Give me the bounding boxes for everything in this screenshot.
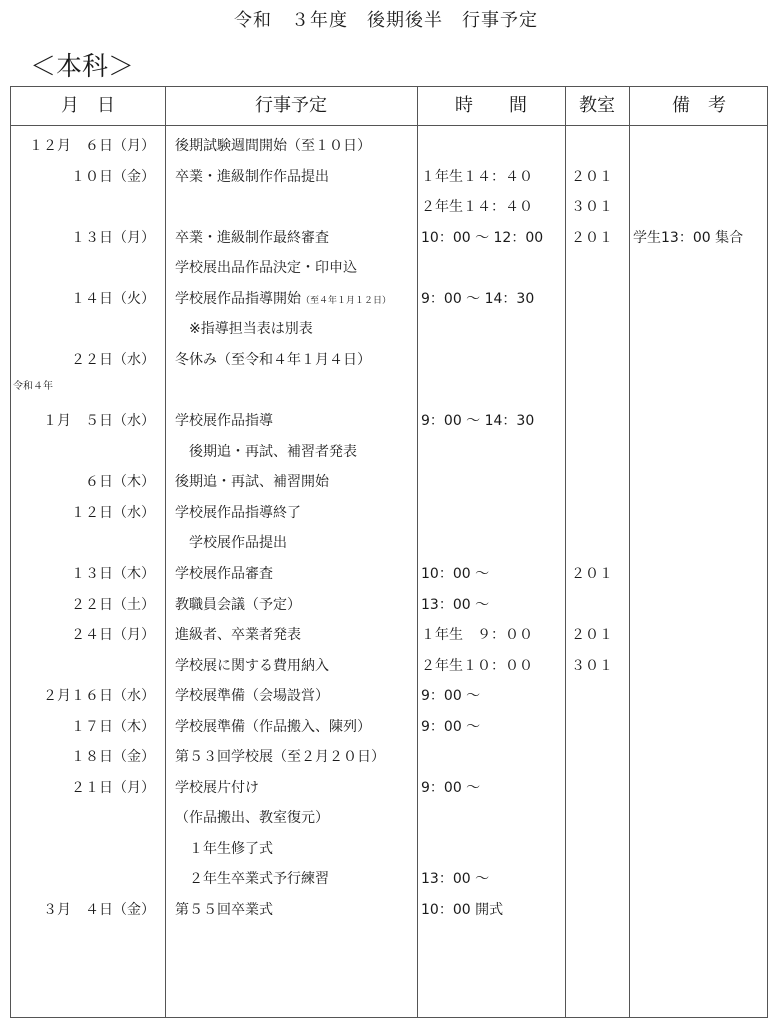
time-cell: 9：00 〜 14：30	[421, 291, 535, 307]
event-cell: 学校展作品指導開始（至４年１月１２日）	[175, 291, 392, 307]
table-row	[11, 742, 767, 772]
date-cell: ２月１６日（水）	[43, 688, 155, 704]
header-room: 教室	[579, 95, 615, 116]
table-row	[11, 590, 767, 620]
date-cell: ２２日（土）	[71, 597, 155, 613]
table-row	[11, 773, 767, 803]
table-row	[11, 467, 767, 497]
event-cell: 学校展片付け	[175, 780, 259, 796]
time-cell: 10：00 開式	[421, 902, 504, 918]
event-cell: 冬休み（至令和４年１月４日）	[175, 352, 371, 368]
event-cell: ※指導担当表は別表	[175, 321, 313, 337]
time-cell: 13：00 〜	[421, 597, 490, 613]
table-row	[11, 559, 767, 589]
header-event: 行事予定	[255, 95, 327, 116]
table-row	[11, 192, 767, 222]
event-cell: 後期追・再試、補習者発表	[175, 444, 357, 460]
event-cell: 学校展作品指導終了	[175, 505, 301, 521]
date-cell: １３日（木）	[71, 566, 155, 582]
section-heading: ＜本科＞	[30, 52, 135, 82]
table-row	[11, 528, 767, 558]
event-cell: 学校展準備（会場設営）	[175, 688, 329, 704]
room-cell: ３０１	[571, 658, 613, 674]
table-row	[11, 712, 767, 742]
header-note: 備 考	[672, 95, 726, 116]
time-cell: 9：00 〜	[421, 688, 481, 704]
table-row	[11, 314, 767, 344]
event-cell: 学校展出品作品決定・印申込	[175, 260, 357, 276]
time-cell: １年生１４：４０	[421, 169, 533, 185]
room-cell: ２０１	[571, 169, 613, 185]
time-cell: ２年生１０：００	[421, 658, 533, 674]
event-cell: １年生修了式	[175, 841, 273, 857]
table-row	[11, 284, 767, 314]
event-cell: 学校展作品審査	[175, 566, 273, 582]
event-cell: 学校展作品指導	[175, 413, 273, 429]
date-cell: １３日（月）	[71, 230, 155, 246]
table-row	[11, 498, 767, 528]
date-cell: ２１日（月）	[71, 780, 155, 796]
table-row	[11, 681, 767, 711]
time-cell: 10：00 〜	[421, 566, 490, 582]
table-row	[11, 895, 767, 925]
header-date: 月 日	[61, 95, 115, 116]
room-cell: ２０１	[571, 566, 613, 582]
event-cell: 学校展に関する費用納入	[175, 658, 329, 674]
time-cell: 9：00 〜 14：30	[421, 413, 535, 429]
table-row	[11, 803, 767, 833]
page-title: 令和 ３年度 後期後半 行事予定	[234, 10, 538, 31]
room-cell: ３０１	[571, 199, 613, 215]
note-cell: 学生13：00 集合	[633, 230, 744, 246]
schedule-table	[10, 86, 768, 1018]
date-cell: １７日（木）	[71, 719, 155, 735]
table-row	[11, 864, 767, 894]
table-row	[11, 253, 767, 283]
table-row	[11, 162, 767, 192]
time-cell: 10：00 〜 12：00	[421, 230, 544, 246]
time-cell: 9：00 〜	[421, 780, 481, 796]
date-cell: １８日（金）	[71, 749, 155, 765]
event-cell: 後期試験週間開始（至１０日）	[175, 138, 371, 154]
event-cell: ２年生卒業式予行練習	[175, 871, 329, 887]
event-cell: （作品搬出、教室復元）	[175, 810, 329, 826]
time-cell: 13：00 〜	[421, 871, 490, 887]
date-cell: ３月 ４日（金）	[43, 902, 155, 918]
event-cell: 進級者、卒業者発表	[175, 627, 301, 643]
table-row	[11, 834, 767, 864]
event-cell: 後期追・再試、補習開始	[175, 474, 329, 490]
time-cell: ２年生１４：４０	[421, 199, 533, 215]
event-cell: 学校展準備（作品搬入、陳列）	[175, 719, 371, 735]
event-cell: 教職員会議（予定）	[175, 597, 301, 613]
date-cell: １０日（金）	[71, 169, 155, 185]
table-row	[11, 223, 767, 253]
date-cell: １２月 ６日（月）	[29, 138, 155, 154]
event-cell: 第５３回学校展（至２月２０日）	[175, 749, 385, 765]
date-cell: ６日（木）	[85, 474, 155, 490]
date-cell: ２４日（月）	[71, 627, 155, 643]
table-row	[11, 345, 767, 375]
table-row	[11, 131, 767, 161]
table-header	[11, 87, 767, 126]
date-cell: １２日（水）	[71, 505, 155, 521]
room-cell: ２０１	[571, 230, 613, 246]
table-row	[11, 651, 767, 681]
header-time: 時 間	[455, 95, 527, 116]
event-cell: 学校展作品提出	[175, 535, 287, 551]
date-cell: １月 ５日（水）	[43, 413, 155, 429]
table-row	[11, 620, 767, 650]
era-label: 令和４年	[13, 381, 53, 392]
room-cell: ２０１	[571, 627, 613, 643]
event-cell: 第５５回卒業式	[175, 902, 273, 918]
event-cell: 卒業・進級制作作品提出	[175, 169, 329, 185]
table-row	[11, 406, 767, 436]
date-cell: １４日（火）	[71, 291, 155, 307]
table-row	[11, 437, 767, 467]
event-cell: 卒業・進級制作最終審査	[175, 230, 329, 246]
time-cell: 9：00 〜	[421, 719, 481, 735]
time-cell: １年生 ９：００	[421, 627, 533, 643]
event-note-small: （至４年１月１２日）	[301, 296, 392, 306]
date-cell: ２２日（水）	[71, 352, 155, 368]
